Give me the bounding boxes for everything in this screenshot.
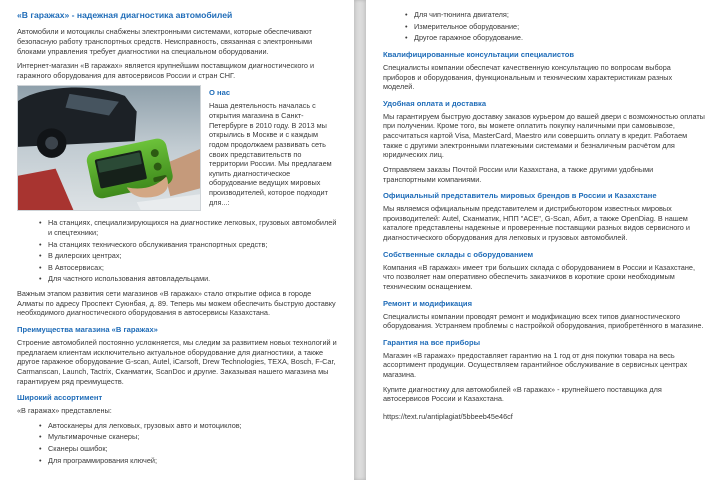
warranty-paragraph: Магазин «В гаражах» предоставляет гарантию на 1 год от дня покупки товара на весь ассортимент продукции. Осуществляем гарантийное обслуживание в сервисных центрах магазина.: [383, 350, 688, 380]
bullet-item: • Измерительное оборудование;: [405, 22, 705, 32]
section-heading-assortment: Широкий ассортимент: [17, 393, 103, 403]
section-heading-payment-delivery: Удобная оплата и доставка: [383, 98, 487, 108]
section-heading-warehouses: Собственные склады с оборудованием: [383, 249, 534, 259]
document-page-1: [0, 0, 354, 480]
shipping-paragraph: Отправляем заказы Почтой России или Казахстана, а также другими удобными транспортными компаниями.: [383, 164, 654, 184]
section-heading-repair: Ремонт и модификация: [383, 298, 472, 308]
section-heading-advantages: Преимущества магазина «В гаражах»: [17, 324, 158, 334]
assortment-bullet-list-continued: [383, 10, 705, 43]
section-heading-official-representative: Официальный представитель мировых брендов в России и Казахстане: [383, 191, 657, 201]
almaty-paragraph: Важным этапом развития сети магазинов «В гаражах» стало открытие офиса в городе Алматы по адресу Проспект Суюнбая, д. 89. Теперь мы можем обеспечить быструю доставку необходимого диагностического оборудования в автосервисы Казахстана.: [17, 289, 336, 318]
bullet-item: • Для программирования ключей;: [39, 456, 339, 466]
assortment-intro: «В гаражах» представлены:: [17, 406, 112, 416]
car-diagnostic-scanner-photo: [17, 85, 201, 211]
intro-paragraph-2: Интернет-магазин «В гаражах» является крупнейшим поставщиком диагностического и гаражного оборудования для автосервисов России и стран СНГ.: [17, 61, 315, 80]
bullet-item: • Сканеры ошибок;: [39, 444, 339, 454]
bullet-item: • В дилерских центрах;: [39, 251, 339, 261]
about-paragraph: Наша деятельность началась с открытия магазина в Санкт-Петербурге в 2010 году. В 2013 мы открылись в Москве и с каждым годом продолжаем развивать сеть своих представительств по территории России. Мы предлагаем купить диагностическое оборудование ведущих мировых производителей, которое подходит для...:: [209, 101, 332, 207]
document-title: «В гаражах» - надежная диагностика автомобилей: [17, 10, 233, 20]
section-heading-warranty: Гарантия на все приборы: [383, 337, 481, 347]
usage-bullet-list: [17, 218, 339, 284]
bullet-item: • На станциях, специализирующихся на диагностике легковых, грузовых автомобилей и спецтехники;: [39, 218, 339, 237]
intro-paragraph-1: Автомобили и мотоциклы снабжены электронными системами, которые обеспечивают безопасную работу транспортных средств. Неисправность, связанная с электронными блоками управления требует диагностики на специальном оборудовании.: [17, 27, 313, 56]
assortment-bullet-list: [17, 421, 339, 466]
section-heading-about: О нас: [209, 88, 231, 98]
payment-paragraph: Мы гарантируем быструю доставку заказов курьером до вашей двери с возможностью оплаты при получении. Кроме того, вы можете оплатить покупку наличными при самовывозе, рассчитаться картой Visa, MasterCard, Maestro или совершить оплату в кредит. Работаем также с другими электронными платежными системами и безналичным расчётом для юридических лиц.: [383, 111, 705, 160]
warehouses-paragraph: Компания «В гаражах» имеет три больших склада с оборудованием в России и Казахстане, что позволяет нам оперативно обеспечить заказчиков в короткие сроки необходимым техническим оснащением.: [383, 262, 695, 291]
consultations-paragraph: Специалисты компании обеспечат качественную консультацию по вопросам выбора приборов и оборудования, функциональным и техническим характеристикам разных моделей.: [383, 62, 673, 92]
about-section: [17, 85, 339, 212]
photo-illustration: [18, 86, 200, 210]
document-page-2: [366, 0, 720, 480]
about-text-column: [209, 85, 339, 212]
bullet-item: • Автосканеры для легковых, грузовых авто и мотоциклов;: [39, 421, 339, 431]
section-heading-consultations: Квалифицированные консультации специалистов: [383, 49, 575, 59]
closing-paragraph: Купите диагностику для автомобилей «В гаражах» - крупнейшего поставщика для автосервисов России и Казахстана.: [383, 384, 662, 404]
bullet-item: • Для чип-тюнинга двигателя;: [405, 10, 705, 20]
bullet-item: • На станциях технического обслуживания транспортных средств;: [39, 240, 339, 250]
advantages-paragraph: Строение автомобилей постоянно усложняется, мы следим за развитием новых технологий и предлагаем клиентам исключительно актуальное оборудование для диагностики, а также другое гаражное оборудование G-scan, Autel, iCarsoft, Drew Technologies, TEXA, Bosch, F-Car, Carmanscan, Launch, Tactrix, Сканматик, ScanDoc и другие. Заказывая нашего магазина мы гарантируем ряд преимуществ.: [17, 338, 337, 386]
antiplagiat-link[interactable]: https://text.ru/antiplagiat/5bbeeb45e46cf: [383, 411, 513, 421]
bullet-item: • Для частного использования автовладельцами.: [39, 274, 339, 284]
bullet-item: • Мультимарочные сканеры;: [39, 432, 339, 442]
representative-paragraph: Мы являемся официальным представителем и дистрибьютором известных мировых производителей: Autel, Сканматик, НПП "АСЕ", G-Scan, Абит, а также OpenDiag. В нашем каталоге представлены надежные и проверенные поставщики разных видов сервисного и диагностического оборудования для легковых и грузовых автомобилей.: [383, 204, 690, 243]
repair-paragraph: Специалисты компании проводят ремонт и модификацию всех типов диагностического оборудования. Устраняем проблемы с настройкой оборудования, приобретённого в магазине.: [383, 311, 704, 331]
bullet-item: • Другое гаражное оборудование.: [405, 33, 705, 43]
page-gutter: [354, 0, 366, 480]
bullet-item: • В Автосервисах;: [39, 263, 339, 273]
